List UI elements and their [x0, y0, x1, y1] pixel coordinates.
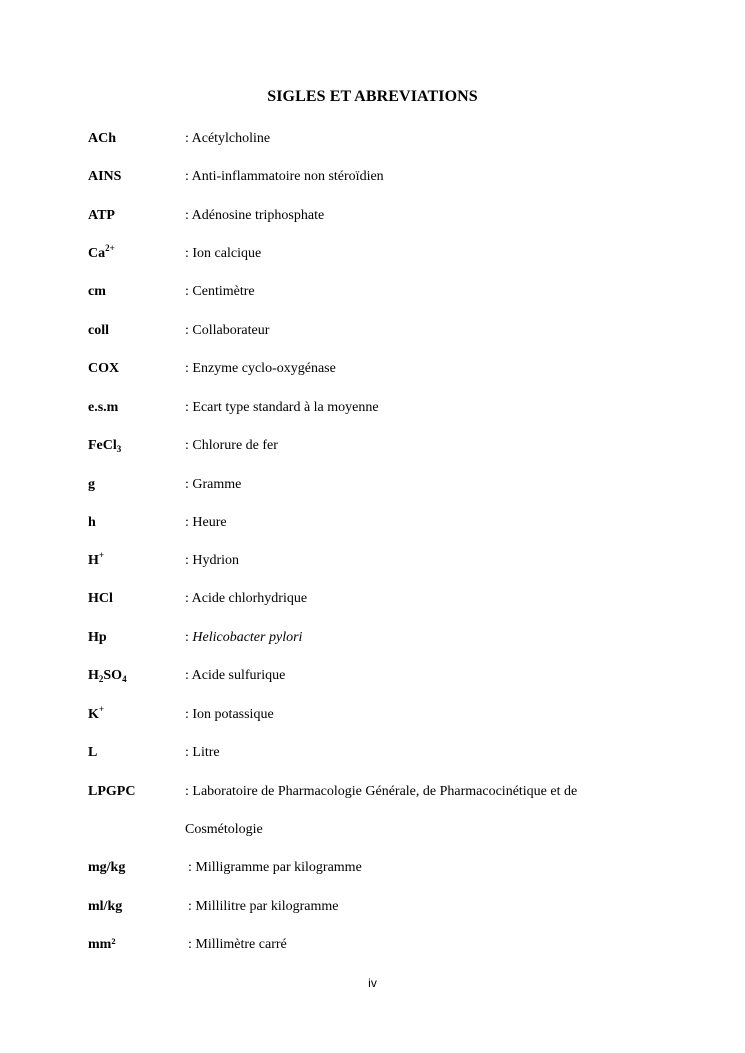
definition: : Enzyme cyclo-oxygénase [185, 361, 336, 376]
page-title: SIGLES ET ABREVIATIONS [267, 88, 478, 105]
definition: : Anti-inflammatoire non stéroïdien [185, 169, 384, 184]
abbreviation-row [0, 704, 745, 729]
abbreviation-subscript: 3 [116, 444, 122, 454]
abbreviation-base: Ca [88, 246, 106, 261]
abbreviation: cm [88, 284, 106, 299]
abbreviation: L [88, 745, 98, 760]
abbreviation-row [0, 323, 745, 345]
abbreviation: e.s.m [88, 400, 119, 415]
abbreviation: ATP [88, 208, 115, 223]
abbreviation [88, 438, 121, 454]
abbreviation [88, 668, 127, 684]
definition: : Litre [185, 745, 220, 760]
abbreviation: COX [88, 361, 120, 376]
abbreviation: mm² [88, 937, 116, 952]
definition: : Hydrion [185, 553, 240, 568]
abbreviation-row [0, 515, 745, 537]
abbreviation: g [88, 477, 95, 492]
abbreviation: coll [88, 323, 109, 338]
abbreviation-middle: SO [103, 668, 123, 683]
abbreviation-superscript: + [98, 550, 105, 560]
definition: : Acide chlorhydrique [185, 591, 308, 606]
abbreviation-row-continuation [0, 822, 745, 844]
definition: : Gramme [185, 477, 242, 492]
abbreviation: ACh [88, 131, 117, 146]
abbreviation-row [0, 784, 745, 806]
abbreviation-row [0, 550, 745, 575]
abbreviation: HCl [88, 591, 113, 606]
definition-prefix: : [185, 630, 193, 645]
definition: : Collaborateur [185, 323, 270, 338]
abbreviation-base: H [88, 553, 99, 568]
abbreviation: ml/kg [88, 899, 123, 914]
definition: : Chlorure de fer [185, 438, 278, 453]
definition: : Acide sulfurique [185, 668, 286, 683]
abbreviation-row [0, 899, 745, 921]
abbreviation: Hp [88, 630, 107, 645]
abbreviation: LPGPC [88, 784, 136, 799]
abbreviation-row [0, 169, 745, 191]
abbreviation [88, 243, 115, 262]
definition: : Adénosine triphosphate [185, 208, 325, 223]
abbreviation-superscript: 2+ [105, 243, 115, 253]
abbreviation-subscript: 4 [122, 674, 127, 684]
definition: : Ion potassique [185, 707, 274, 722]
abbreviation-row [0, 361, 745, 383]
abbreviation-superscript: + [98, 704, 105, 714]
definition: : Ecart type standard à la moyenne [185, 400, 379, 415]
definition-italic: Helicobacter pylori [192, 630, 303, 645]
abbreviation-row [0, 438, 745, 460]
abbreviation-row [0, 937, 745, 959]
abbreviation-row [0, 745, 745, 767]
definition: : Millilitre par kilogramme [188, 899, 339, 914]
definition-continuation: Cosmétologie [185, 822, 263, 837]
page-number: iv [368, 976, 377, 990]
definition: : Acétylcholine [185, 131, 271, 146]
definition: : Ion calcique [185, 246, 262, 261]
abbreviation-row [0, 591, 745, 613]
abbreviation-base: FeCl [88, 438, 117, 453]
definition: : Millimètre carré [188, 937, 287, 952]
abbreviation-row [0, 208, 745, 230]
abbreviation-row [0, 243, 745, 268]
abbreviation-row [0, 400, 745, 422]
abbreviation-row [0, 477, 745, 499]
abbreviation-row [0, 131, 745, 153]
definition: : Centimètre [185, 284, 255, 299]
definition: : Laboratoire de Pharmacologie Générale, de Pharmacocinétique et de [185, 784, 578, 799]
definition [185, 630, 302, 646]
abbreviation [88, 704, 105, 723]
abbreviation [88, 550, 105, 569]
abbreviation: h [88, 515, 96, 530]
abbreviation-row [0, 668, 745, 690]
abbreviation: AINS [88, 169, 122, 184]
abbreviation: mg/kg [88, 860, 126, 875]
definition: : Milligramme par kilogramme [188, 860, 362, 875]
abbreviation-row [0, 630, 745, 652]
abbreviation-subscript: 2 [98, 674, 104, 684]
definition: : Heure [185, 515, 227, 530]
abbreviation-base: K [88, 707, 99, 722]
abbreviation-base: H [88, 668, 99, 683]
abbreviation-row [0, 284, 745, 306]
abbreviation-row [0, 860, 745, 882]
